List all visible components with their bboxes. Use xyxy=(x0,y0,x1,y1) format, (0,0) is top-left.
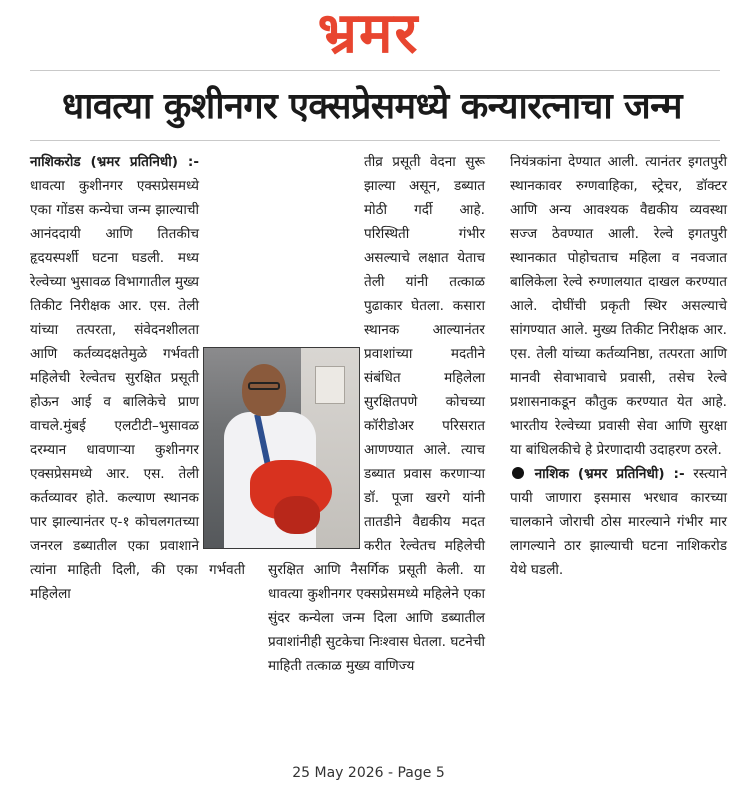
masthead-divider xyxy=(30,70,720,71)
ticket-inspector-head xyxy=(242,364,286,416)
door-sign xyxy=(315,366,345,404)
page-footer: 25 May 2026 - Page 5 xyxy=(292,765,445,781)
article-headline: धावत्या कुशीनगर एक्सप्रेसमध्ये कन्यारत्नाचा जन्म xyxy=(62,86,682,127)
article-column-3-text: नियंत्रकांना देण्यात आली. त्यानंतर इगतपुरी स्थानकावर रुग्णवाहिका, स्ट्रेचर, डॉक्टर आणि अन्य आवश्यक वैद्यकीय व्यवस्था सज्ज ठेवण्यात आली. रेल्वे इगतपुरी स्थानकात पोहोचताच महिला व नवजात बालिकेला रेल्वे रुग्णालयात दाखल करण्यात आले. दोघींची प्रकृती स्थिर असल्याचे सांगण्यात आले. मुख्य तिकीट निरीक्षक आर. एस. तेली यांच्या कर्तव्यनिष्ठा, तत्परता आणि मानवी सेवाभावाचे प्रवासी, तसेच रेल्वे प्रशासनाकडून कौतुक करण्यात येत आहे. भारतीय रेल्वेच्या प्रवासी सेवा आणि सुरक्षा या बांधिलकीचे हे प्रेरणादायी उदाहरण ठरले. xyxy=(510,154,727,458)
newspaper-masthead: भ्रमर xyxy=(317,1,420,66)
brief-text: रस्त्याने पायी जाणारा इसमास भरधाव कारच्या चालकाने जोराची ठोस मारल्याने गंभीर मार लागल्याने ठार झाल्याची घटना नाशिकरोड येथे घडली. xyxy=(510,466,727,578)
brief-dateline: नाशिक (भ्रमर प्रतिनिधी) :- xyxy=(534,466,685,482)
article-column-3 xyxy=(510,150,727,582)
glasses-icon xyxy=(248,382,280,390)
brief-bullet-icon xyxy=(512,467,524,479)
article-column-1-text: धावत्या कुशीनगर एक्सप्रेसमध्ये एका गोंडस कन्येचा जन्म झाल्याची आनंददायी आणि तितकीच हृदयस्पर्शी घटना घडली. मध्य रेल्वेच्या भुसावळ विभागातील मुख्य तिकीट निरीक्षक आर. एस. तेली यांच्या तत्परता, संवेदनशीलता आणि कर्तव्यदक्षतेमुळे गर्भवती महिलेची रेल्वेतच सुरक्षित प्रसूती होऊन आई व बालिकेचे प्राण वाचले.मुंबई एलटीटी–भुसावळ दरम्यान धावणाऱ्या कुशीनगर एक्सप्रेसमध्ये आर. एस. तेली कर्तव्यावर होते. कल्याण स्थानक पार झाल्यानंतर ए-१ कोचलगतच्या जनरल डब्यातील एका प्रवाशाने त्यांना माहिती दिली, की एका गर्भवती महिलेला xyxy=(30,178,245,602)
article-photo xyxy=(203,347,360,549)
headline-divider xyxy=(30,140,720,141)
article-dateline: नाशिकरोड (भ्रमर प्रतिनिधी) :- xyxy=(30,154,199,170)
article-column-2-text: तीव्र प्रसूती वेदना सुरू झाल्या असून, डब्यात मोठी गर्दी आहे. परिस्थिती गंभीर असल्याचे लक्षात येताच तेली यांनी तत्काळ पुढाकार घेतला. कसारा स्थानक आल्यानंतर प्रवाशांच्या मदतीने संबंधित महिलेला सुरक्षितपणे कोचच्या कॉरीडोअर परिसरात आणण्यात आले. त्याच डब्यात प्रवास करणाऱ्या डॉ. पूजा खरगे यांनी तातडीने वैद्यकीय मदत करीत रेल्वेतच महिलेची सुरक्षित आणि नैसर्गिक प्रसूती केली. या धावत्या कुशीनगर एक्सप्रेसमध्ये महिलेने एका सुंदर कन्येला जन्म दिला आणि डब्यातील प्रवाशांनीही सुटकेचा निःश्वास घेतला. घटनेची माहिती तत्काळ मुख्य वाणिज्य xyxy=(268,154,485,674)
newborn-wrap-fold xyxy=(274,496,320,534)
